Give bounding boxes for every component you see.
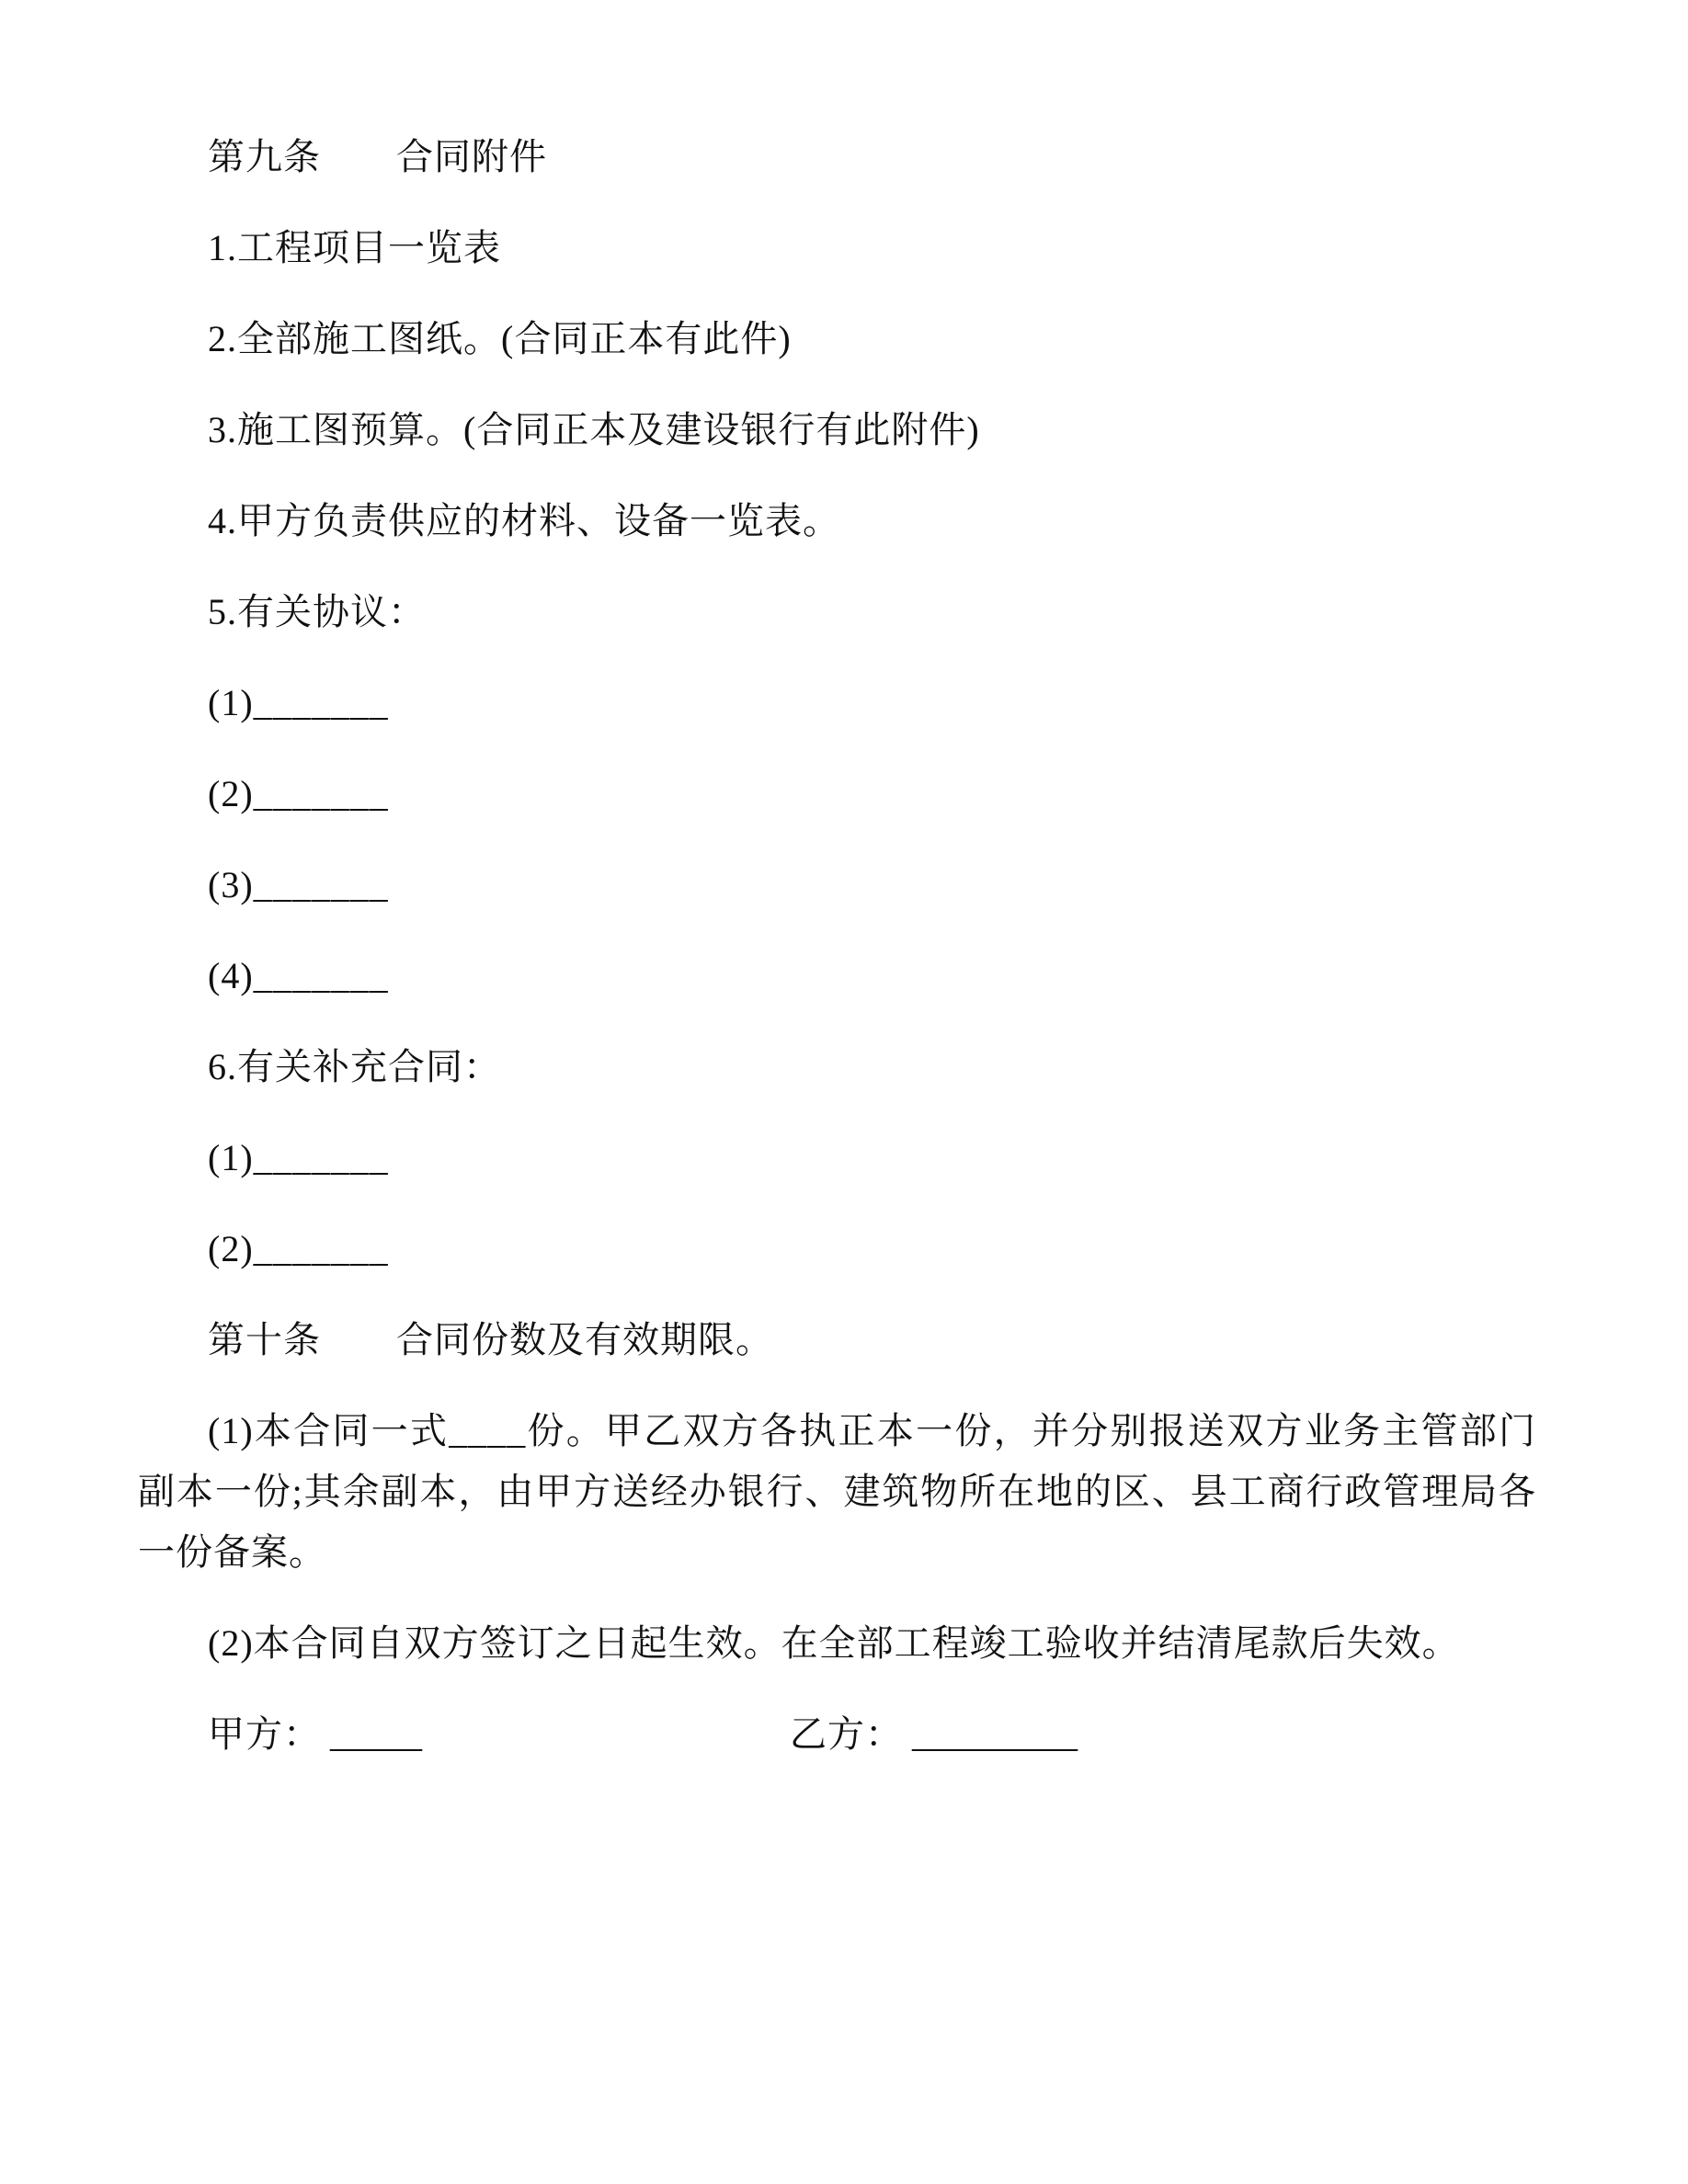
agreement-blank-1: (1)_______: [208, 682, 389, 723]
attachment-item-2: 2.全部施工图纸。(合同正本有此件): [208, 318, 792, 359]
attachment-item-3: 3.施工图预算。(合同正本及建设银行有此附件): [208, 409, 980, 450]
clause-copies-and-filing: (1)本合同一式____份。甲乙双方各执正本一份，并分别报送双方业务主管部门副本一份;其余副本，由甲方送经办银行、建筑物所在地的区、县工商行政管理局各一份备案。: [138, 1410, 1536, 1573]
agreement-blank-2: (2)_______: [208, 773, 389, 814]
party-a-blank: _____: [321, 1713, 422, 1755]
signature-line: [138, 1704, 1536, 1765]
agreement-blank-3: (3)_______: [208, 864, 389, 905]
attachment-item-6-supplements: 6.有关补充合同：: [208, 1046, 501, 1087]
agreement-blank-4: (4)_______: [208, 955, 389, 996]
supplement-blank-2: (2)_______: [208, 1228, 389, 1269]
party-b-blank: _________: [903, 1713, 1078, 1755]
party-a-label: 甲方：: [208, 1713, 321, 1755]
party-b-label: 乙方：: [790, 1713, 903, 1755]
clause-validity-period: (2)本合同自双方签订之日起生效。在全部工程竣工验收并结清尾款后失效。: [208, 1622, 1460, 1664]
article-10-heading: 第十条 合同份数及有效期限。: [208, 1319, 773, 1360]
attachment-item-5-agreements: 5.有关协议：: [208, 591, 426, 632]
article-9-heading: 第九条 合同附件: [208, 136, 547, 177]
attachment-item-4: 4.甲方负责供应的材料、设备一览表。: [208, 500, 840, 541]
supplement-blank-1: (1)_______: [208, 1137, 389, 1178]
attachment-item-1: 1.工程项目一览表: [208, 227, 501, 268]
